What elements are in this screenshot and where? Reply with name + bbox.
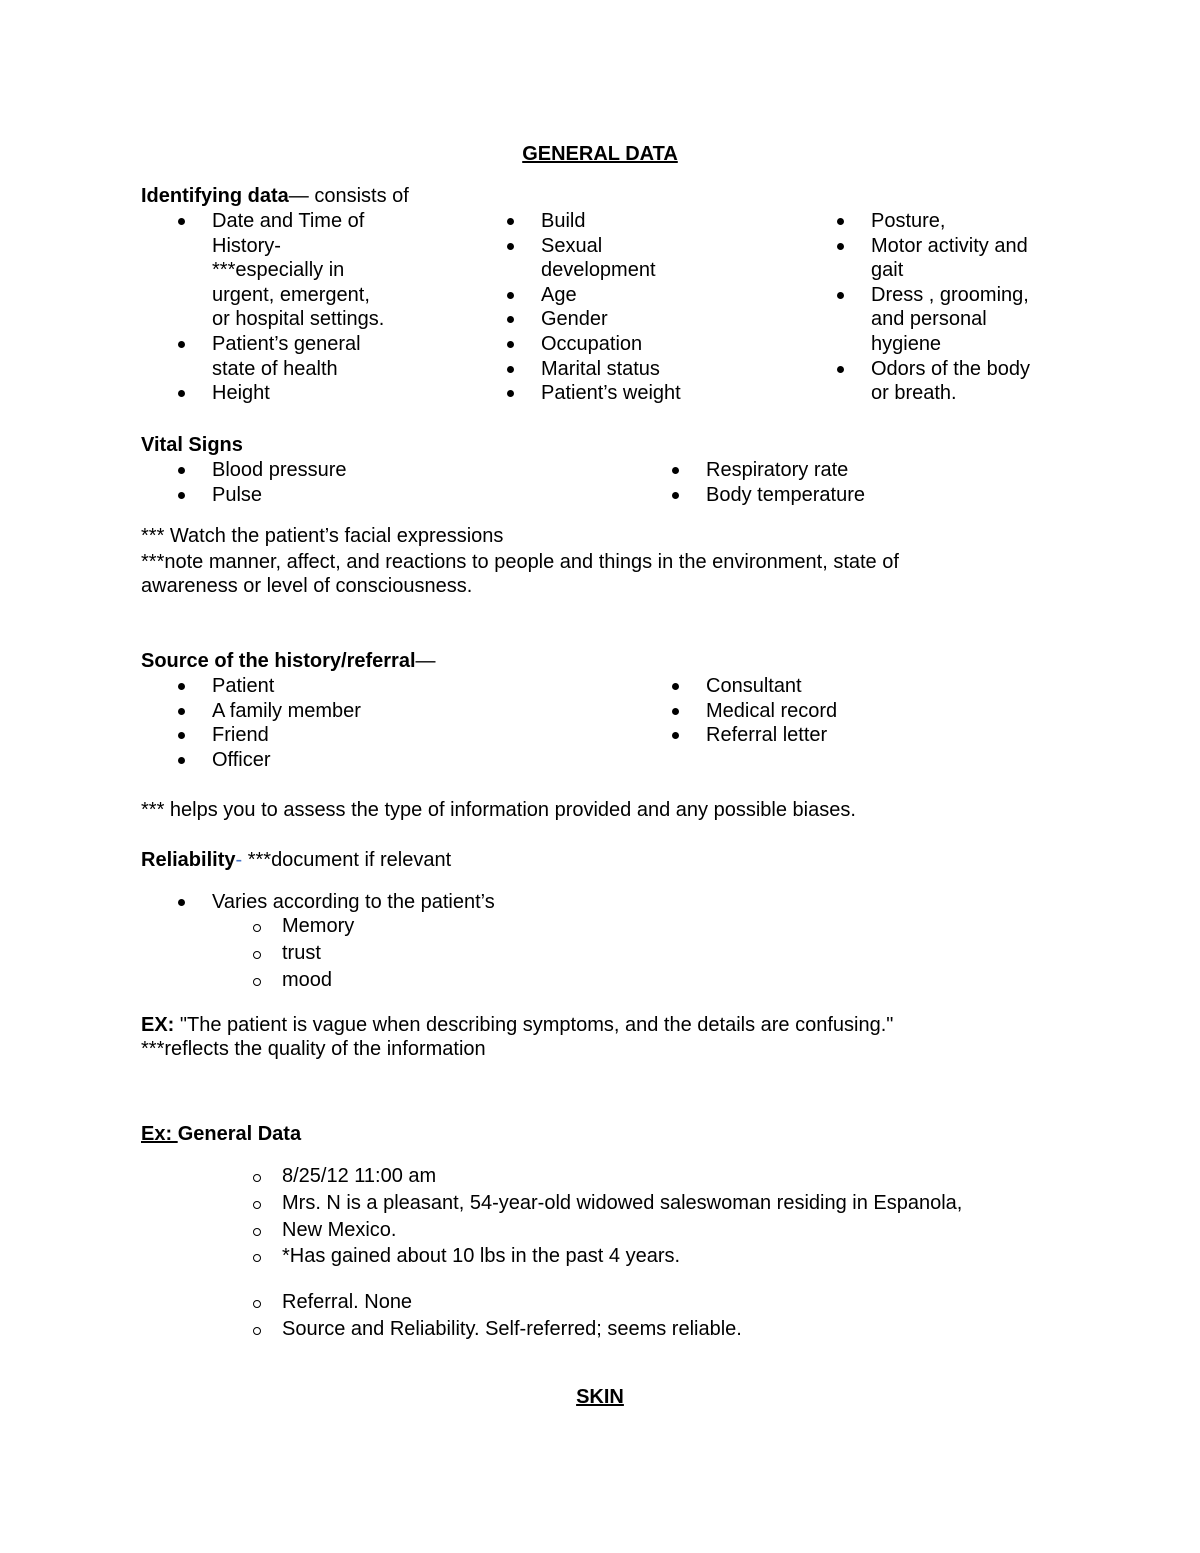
example-list-a xyxy=(282,1163,962,1270)
skin-title: SKIN xyxy=(576,1386,624,1408)
list-item-line: Age xyxy=(541,283,577,306)
source-heading: Source of the history/referral xyxy=(141,650,416,672)
list-item-line: Marital status xyxy=(541,357,660,380)
example-text: "The patient is vague when describing symptoms, and the details are confusing." xyxy=(174,1014,894,1036)
page-title: GENERAL DATA xyxy=(522,143,678,165)
list-item: Body temperature xyxy=(706,483,865,506)
list-item: *Has gained about 10 lbs in the past 4 years. xyxy=(282,1243,962,1270)
list-item xyxy=(541,234,681,283)
list-item xyxy=(541,332,681,357)
list-item-line: History- xyxy=(212,234,281,257)
identifying-list-col3 xyxy=(871,209,1030,406)
example-label: EX: xyxy=(141,1014,175,1036)
vital-signs-list-left xyxy=(212,458,347,507)
list-item: Blood pressure xyxy=(212,459,347,481)
list-item: 8/25/12 11:00 am xyxy=(282,1163,962,1190)
reliability-suffix: ***document if relevant xyxy=(242,849,452,871)
reliability-heading-line xyxy=(141,848,451,872)
reliability-reflects-note: ***reflects the quality of the information xyxy=(141,1038,486,1060)
list-item: New Mexico. xyxy=(282,1217,962,1244)
list-item: Pulse xyxy=(212,483,347,508)
note-manner-line1: ***note manner, affect, and reactions to people and things in the environment, state of xyxy=(141,551,899,573)
list-item xyxy=(871,234,1030,283)
list-item xyxy=(541,283,681,308)
list-item: Respiratory rate xyxy=(706,458,865,483)
list-item xyxy=(871,209,1030,234)
list-item-line: Height xyxy=(212,382,270,405)
list-item xyxy=(871,357,1030,406)
reliability-dash: - xyxy=(235,849,243,871)
identifying-heading-line xyxy=(141,184,409,208)
list-item-line: Posture, xyxy=(871,210,946,232)
list-item-line: urgent, emergent, xyxy=(212,283,370,306)
list-item xyxy=(541,357,681,382)
source-note: *** helps you to assess the type of information provided and any possible biases. xyxy=(141,799,856,821)
list-item: Varies according to the patient’s xyxy=(212,891,495,913)
identifying-suffix: — consists of xyxy=(288,185,409,207)
reliability-sublist xyxy=(282,913,354,993)
list-item: Patient xyxy=(212,674,361,699)
list-item: Mrs. N is a pleasant, 54-year-old widowed saleswoman residing in Espanola, xyxy=(282,1190,962,1217)
example-heading-ex: Ex: xyxy=(141,1123,178,1145)
list-item-line: gait xyxy=(871,259,904,282)
list-item-line: state of health xyxy=(212,357,338,380)
list-item: Medical record xyxy=(706,699,838,722)
list-item: Referral letter xyxy=(706,723,837,748)
reliability-heading: Reliability xyxy=(141,849,236,871)
identifying-list-col2 xyxy=(541,209,681,406)
vital-signs-heading: Vital Signs xyxy=(141,434,243,456)
list-item-line: hygiene xyxy=(871,332,942,355)
list-item xyxy=(541,381,681,406)
list-item xyxy=(541,307,681,332)
list-item-line: Build xyxy=(541,210,586,232)
list-item: trust xyxy=(282,940,354,967)
source-suffix: — xyxy=(415,650,436,672)
list-item-line: Occupation xyxy=(541,332,643,355)
list-item-line: Odors of the body xyxy=(871,357,1030,380)
list-item: A family member xyxy=(212,699,361,722)
list-item: Friend xyxy=(212,723,361,748)
identifying-list-col1 xyxy=(212,209,384,406)
example-heading xyxy=(141,1122,301,1146)
list-item xyxy=(212,381,384,406)
list-item-line: Dress , grooming, xyxy=(871,283,1029,306)
source-list-left xyxy=(212,674,361,772)
example-heading-rest: General Data xyxy=(177,1123,302,1145)
list-item-line: Motor activity and xyxy=(871,234,1028,257)
list-item: mood xyxy=(282,967,354,994)
list-item-line: Patient’s weight xyxy=(541,382,681,405)
list-item-line: Patient’s general xyxy=(212,332,361,355)
source-heading-line xyxy=(141,649,436,673)
list-item-line: Sexual xyxy=(541,234,603,257)
list-item xyxy=(212,332,384,381)
identifying-heading: Identifying data xyxy=(141,185,289,207)
source-list-right xyxy=(706,674,837,748)
list-item-line: or breath. xyxy=(871,382,957,405)
list-item xyxy=(871,283,1030,357)
note-facial-expressions: *** Watch the patient’s facial expressions xyxy=(141,525,504,547)
reliability-list xyxy=(212,890,495,915)
list-item-line: development xyxy=(541,259,656,282)
list-item-line: and personal xyxy=(871,308,987,331)
list-item: Source and Reliability. Self-referred; seems reliable. xyxy=(282,1316,742,1343)
list-item: Referral. None xyxy=(282,1289,742,1316)
reliability-example xyxy=(141,1013,893,1037)
list-item-line: ***especially in xyxy=(212,259,345,282)
example-list-b xyxy=(282,1289,742,1343)
list-item-line: or hospital settings. xyxy=(212,308,385,331)
list-item-line: Date and Time of xyxy=(212,210,365,232)
vital-signs-list-right xyxy=(706,458,865,507)
list-item-line: Gender xyxy=(541,308,608,331)
list-item xyxy=(541,209,681,234)
list-item: Officer xyxy=(212,748,361,773)
note-manner-line2: awareness or level of consciousness. xyxy=(141,575,473,597)
list-item xyxy=(212,209,384,332)
list-item: Memory xyxy=(282,913,354,940)
list-item: Consultant xyxy=(706,674,837,699)
